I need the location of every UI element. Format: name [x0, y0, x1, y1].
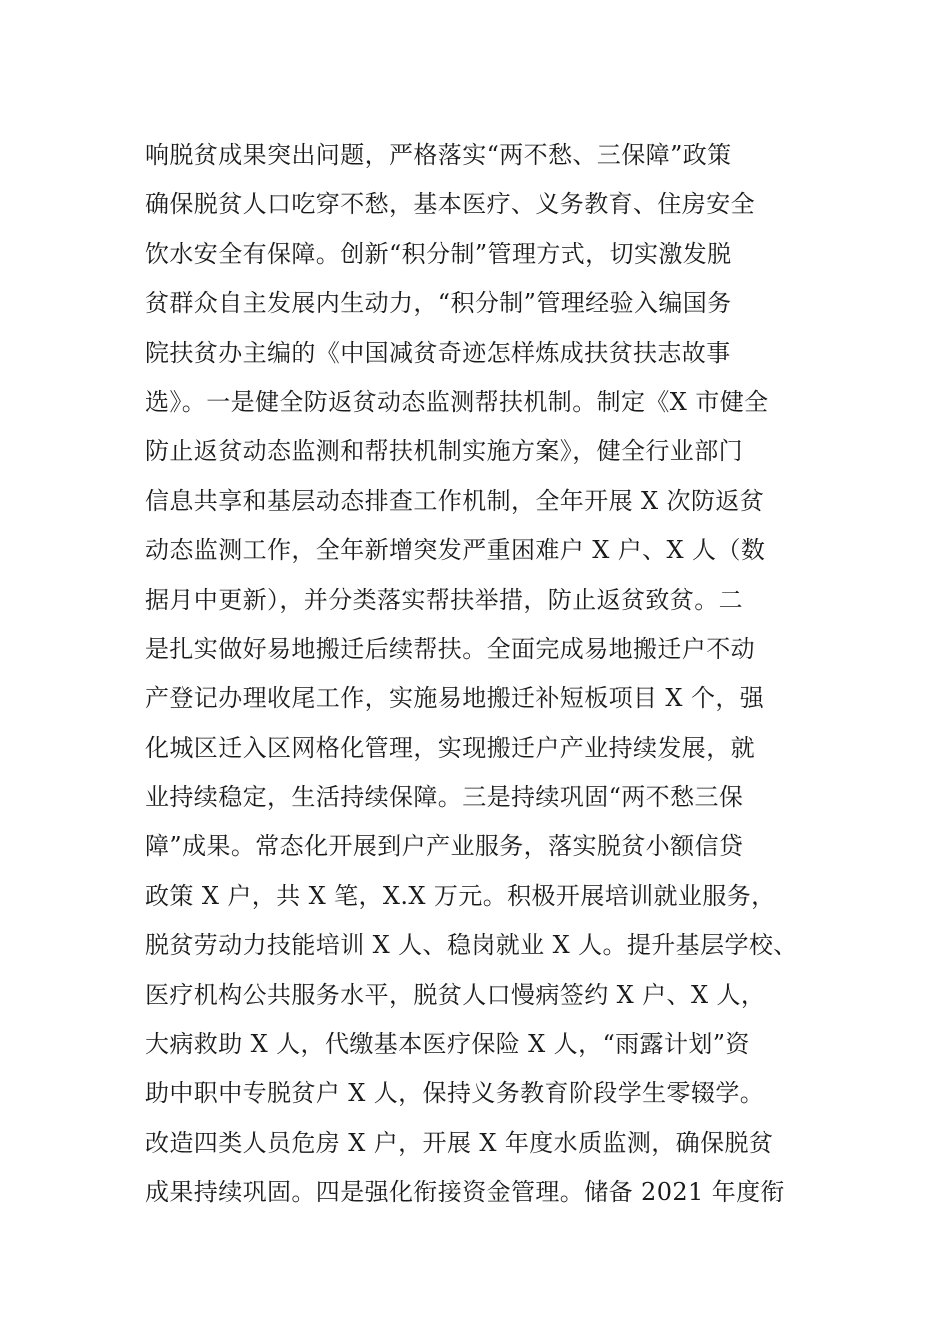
text-line: 产登记办理收尾工作，实施易地搬迁补短板项目 X 个，强 [145, 684, 765, 713]
text-line: 选》。一是健全防返贫动态监测帮扶机制。制定《X 市健全 [145, 387, 769, 416]
text-line: 大病救助 X 人，代缴基本医疗保险 X 人，“雨露计划”资 [145, 1030, 750, 1059]
text-line: 防止返贫动态监测和帮扶机制实施方案》，健全行业部门 [145, 437, 743, 466]
text-line: 院扶贫办主编的《中国减贫奇迹怎样炼成扶贫扶志故事 [145, 338, 731, 367]
text-line: 化城区迁入区网格化管理，实现搬迁户产业持续发展，就 [145, 733, 755, 762]
text-line: 业持续稳定，生活持续保障。三是持续巩固“两不愁三保 [145, 783, 744, 812]
text-line: 据月中更新），并分类落实帮扶举措，防止返贫致贫。二 [145, 585, 743, 614]
text-line: 政策 X 户，共 X 笔，X.X 万元。积极开展培训就业服务， [145, 881, 776, 910]
text-line: 脱贫劳动力技能培训 X 人、稳岗就业 X 人。提升基层学校、 [145, 931, 798, 960]
text-line: 是扎实做好易地搬迁后续帮扶。全面完成易地搬迁户不动 [145, 634, 755, 663]
text-line: 信息共享和基层动态排查工作机制，全年开展 X 次防返贫 [145, 486, 765, 515]
text-line: 响脱贫成果突出问题，严格落实“两不愁、三保障”政策 [145, 141, 732, 169]
text-line: 动态监测工作，全年新增突发严重困难户 X 户、X 人（数 [145, 536, 766, 565]
text-line: 饮水安全有保障。创新“积分制”管理方式，切实激发脱 [145, 239, 732, 268]
text-line: 障”成果。常态化开展到户产业服务，落实脱贫小额信贷 [145, 832, 744, 861]
text-line: 助中职中专脱贫户 X 人，保持义务教育阶段学生零辍学。 [145, 1079, 765, 1108]
text-line: 成果持续巩固。四是强化衔接资金管理。储备 2021 年度衔 [145, 1178, 785, 1207]
text-line: 改造四类人员危房 X 户，开展 X 年度水质监测，确保脱贫 [145, 1128, 774, 1157]
text-line: 确保脱贫人口吃穿不愁，基本医疗、义务教育、住房安全 [145, 190, 755, 219]
text-line: 医疗机构公共服务水平，脱贫人口慢病签约 X 户、X 人， [145, 980, 766, 1009]
text-line: 贫群众自主发展内生动力，“积分制”管理经验入编国务 [145, 289, 732, 318]
body-text [145, 131, 845, 1218]
